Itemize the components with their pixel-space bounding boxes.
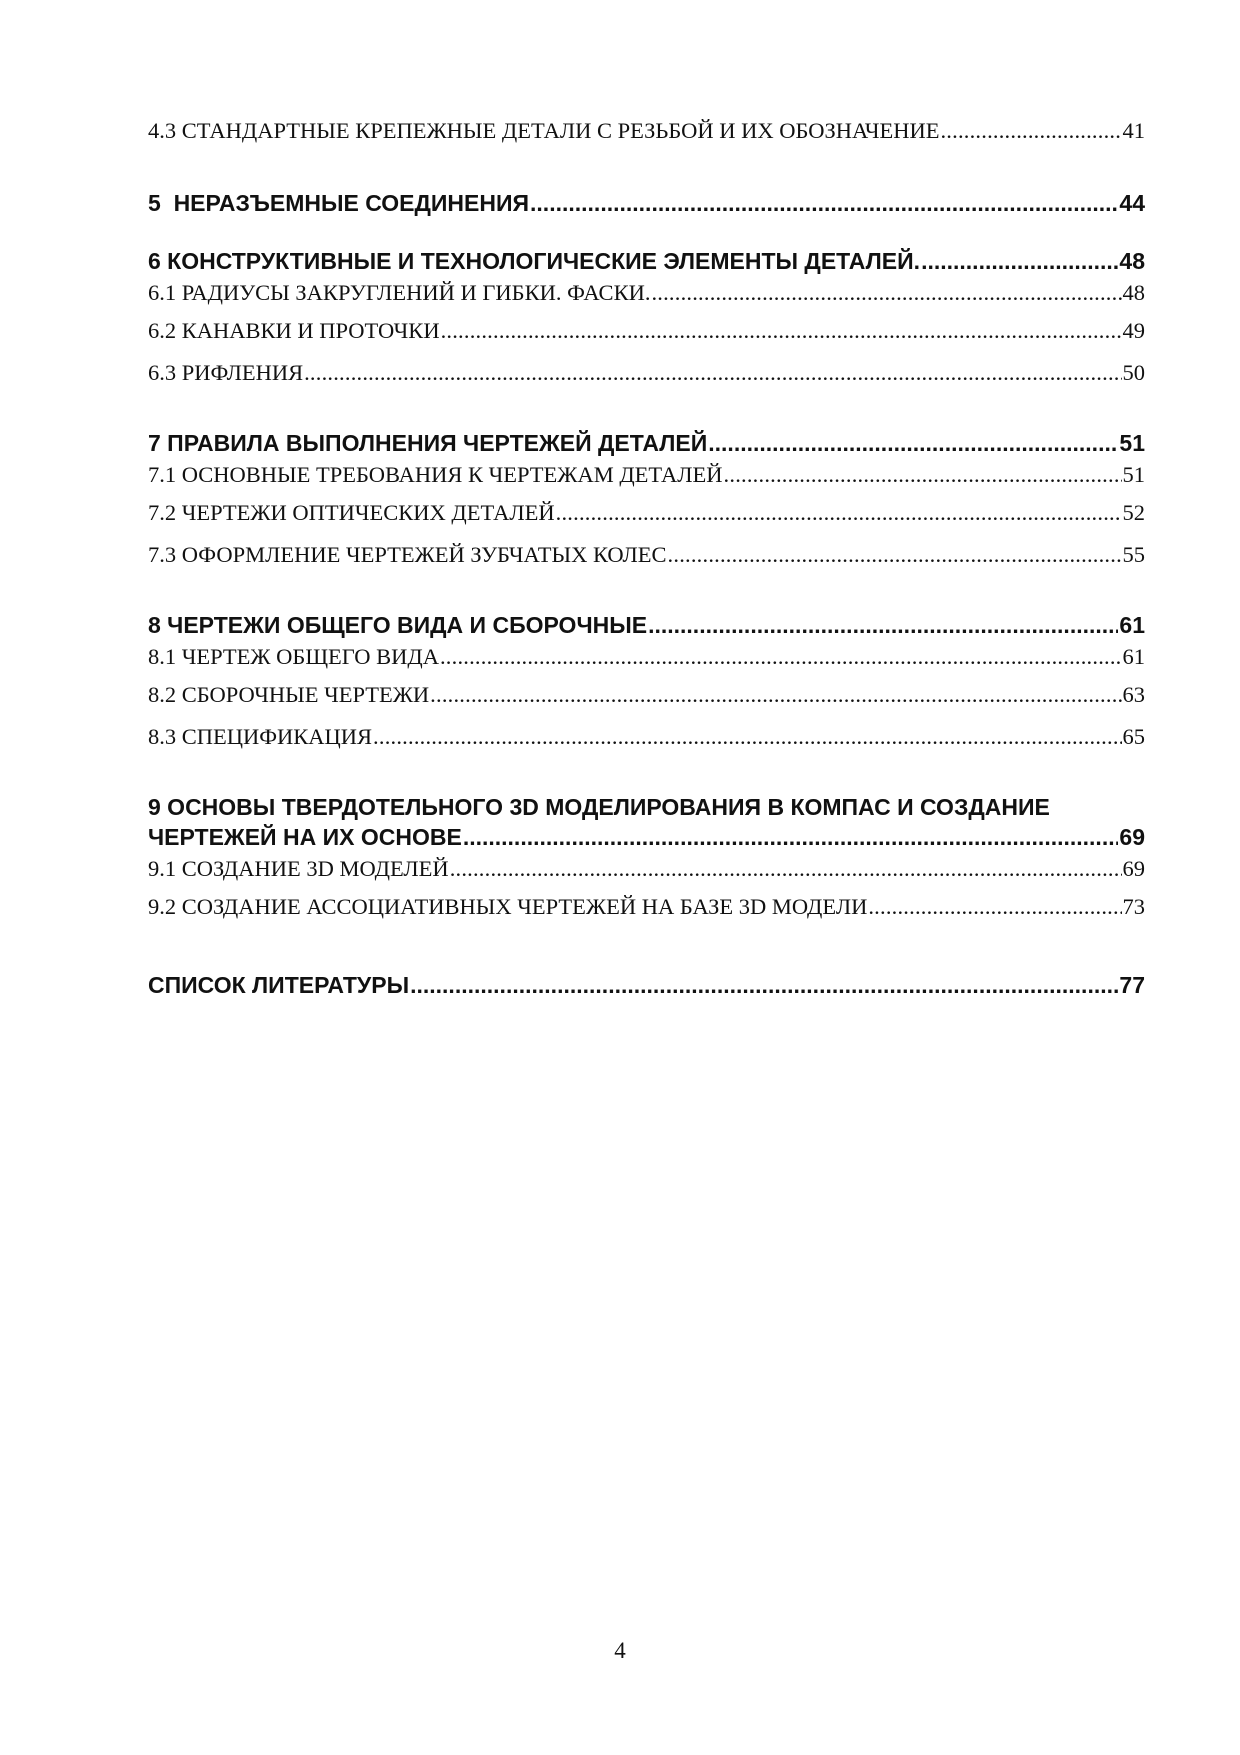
toc-entry-page: 69 <box>1122 856 1145 881</box>
dot-leader <box>940 110 1121 152</box>
dot-leader <box>868 886 1121 928</box>
toc-entry-page: 44 <box>1119 190 1145 216</box>
dot-leader <box>651 276 1121 310</box>
toc-entry-page: 48 <box>1119 248 1145 274</box>
toc-entry-title: 8.1 ЧЕРТЕЖ ОБЩЕГО ВИДА <box>148 644 439 669</box>
toc-entry-6[interactable] <box>148 246 1145 276</box>
dot-leader <box>556 492 1122 534</box>
toc-entry-title: 8.2 СБОРОЧНЫЕ ЧЕРТЕЖИ <box>148 682 430 707</box>
toc-entry-8[interactable] <box>148 610 1145 640</box>
toc-entry-page: 73 <box>1122 894 1145 919</box>
toc-entry-title: 7.1 ОСНОВНЫЕ ТРЕБОВАНИЯ К ЧЕРТЕЖАМ ДЕТАЛЕЙ <box>148 462 723 487</box>
toc-entry-6-3[interactable] <box>148 352 1145 394</box>
toc-entry-title: 6.2 КАНАВКИ И ПРОТОЧКИ <box>148 318 440 343</box>
toc-entry-title-line1: 9 ОСНОВЫ ТВЕРДОТЕЛЬНОГО 3D МОДЕЛИРОВАНИЯ В КОМПАС И СОЗДАНИЕ <box>148 794 1050 820</box>
toc-entry-page: 49 <box>1122 318 1145 343</box>
toc-entry-page: 61 <box>1122 644 1145 669</box>
dot-leader <box>440 640 1122 674</box>
toc-entry-page: 65 <box>1122 724 1145 749</box>
toc-entry-6-1[interactable] <box>148 276 1145 310</box>
toc-entry-title: 7.2 ЧЕРТЕЖИ ОПТИЧЕСКИХ ДЕТАЛЕЙ <box>148 500 555 525</box>
toc-entry-title: 9.1 СОЗДАНИЕ 3D МОДЕЛЕЙ <box>148 856 449 881</box>
page-number: 4 <box>614 1638 626 1663</box>
toc-entry-title: 6.1 РАДИУСЫ ЗАКРУГЛЕНИЙ И ГИБКИ. ФАСКИ. <box>148 280 651 305</box>
toc-entry-title: СПИСОК ЛИТЕРАТУРЫ <box>148 972 410 998</box>
toc-entry-page: 69 <box>1119 824 1145 850</box>
toc-entry-title: 7 ПРАВИЛА ВЫПОЛНЕНИЯ ЧЕРТЕЖЕЙ ДЕТАЛЕЙ <box>148 430 708 456</box>
toc-entry-page: 63 <box>1122 682 1145 707</box>
toc-entry-page: 55 <box>1122 542 1145 567</box>
toc-entry-9[interactable] <box>148 792 1145 852</box>
dot-leader <box>373 716 1121 758</box>
toc-entry-title: 7.3 ОФОРМЛЕНИЕ ЧЕРТЕЖЕЙ ЗУБЧАТЫХ КОЛЕС <box>148 542 667 567</box>
toc-entry-7-1[interactable] <box>148 458 1145 492</box>
dot-leader <box>708 428 1118 458</box>
table-of-contents <box>148 110 1145 1000</box>
toc-entry-7-3[interactable] <box>148 534 1145 576</box>
toc-entry-5[interactable] <box>148 188 1145 218</box>
toc-entry-page: 50 <box>1122 360 1145 385</box>
toc-entry-7[interactable] <box>148 428 1145 458</box>
toc-entry-title-line2: ЧЕРТЕЖЕЙ НА ИХ ОСНОВЕ <box>148 824 462 850</box>
toc-entry-title: 9.2 СОЗДАНИЕ АССОЦИАТИВНЫХ ЧЕРТЕЖЕЙ НА БАЗЕ 3D МОДЕЛИ <box>148 894 868 919</box>
toc-entry-page: 41 <box>1122 118 1145 143</box>
dot-leader <box>668 534 1122 576</box>
dot-leader <box>724 458 1122 492</box>
dot-leader <box>463 822 1119 852</box>
toc-entry-8-3[interactable] <box>148 716 1145 758</box>
dot-leader <box>410 970 1118 1000</box>
toc-entry-title: 5 НЕРАЗЪЕМНЫЕ СОЕДИНЕНИЯ <box>148 190 530 216</box>
toc-entry-8-1[interactable] <box>148 640 1145 674</box>
toc-entry-bibliography[interactable] <box>148 970 1145 1000</box>
dot-leader <box>441 310 1122 352</box>
toc-entry-page: 51 <box>1122 462 1145 487</box>
toc-entry-4-3[interactable] <box>148 110 1145 152</box>
dot-leader <box>430 674 1121 716</box>
toc-entry-title: 4.3 СТАНДАРТНЫЕ КРЕПЕЖНЫЕ ДЕТАЛИ С РЕЗЬБОЙ И ИХ ОБОЗНАЧЕНИЕ <box>148 118 940 143</box>
toc-entry-title: 8.3 СПЕЦИФИКАЦИЯ <box>148 724 373 749</box>
toc-entry-6-2[interactable] <box>148 310 1145 352</box>
toc-entry-page: 77 <box>1119 972 1145 998</box>
toc-entry-9-1[interactable] <box>148 852 1145 886</box>
toc-entry-title: 8 ЧЕРТЕЖИ ОБЩЕГО ВИДА И СБОРОЧНЫЕ <box>148 612 648 638</box>
dot-leader <box>921 246 1118 276</box>
toc-entry-page: 48 <box>1122 280 1145 305</box>
toc-entry-title: 6 КОНСТРУКТИВНЫЕ И ТЕХНОЛОГИЧЕСКИЕ ЭЛЕМЕНТЫ ДЕТАЛЕЙ. <box>148 248 921 274</box>
dot-leader <box>648 610 1118 640</box>
toc-entry-9-2[interactable] <box>148 886 1145 928</box>
toc-entry-8-2[interactable] <box>148 674 1145 716</box>
dot-leader <box>304 352 1121 394</box>
toc-entry-page: 61 <box>1119 612 1145 638</box>
toc-entry-title: 6.3 РИФЛЕНИЯ <box>148 360 304 385</box>
dot-leader <box>450 852 1122 886</box>
toc-entry-page: 52 <box>1122 500 1145 525</box>
toc-entry-7-2[interactable] <box>148 492 1145 534</box>
dot-leader <box>530 188 1118 218</box>
toc-entry-page: 51 <box>1119 430 1145 456</box>
